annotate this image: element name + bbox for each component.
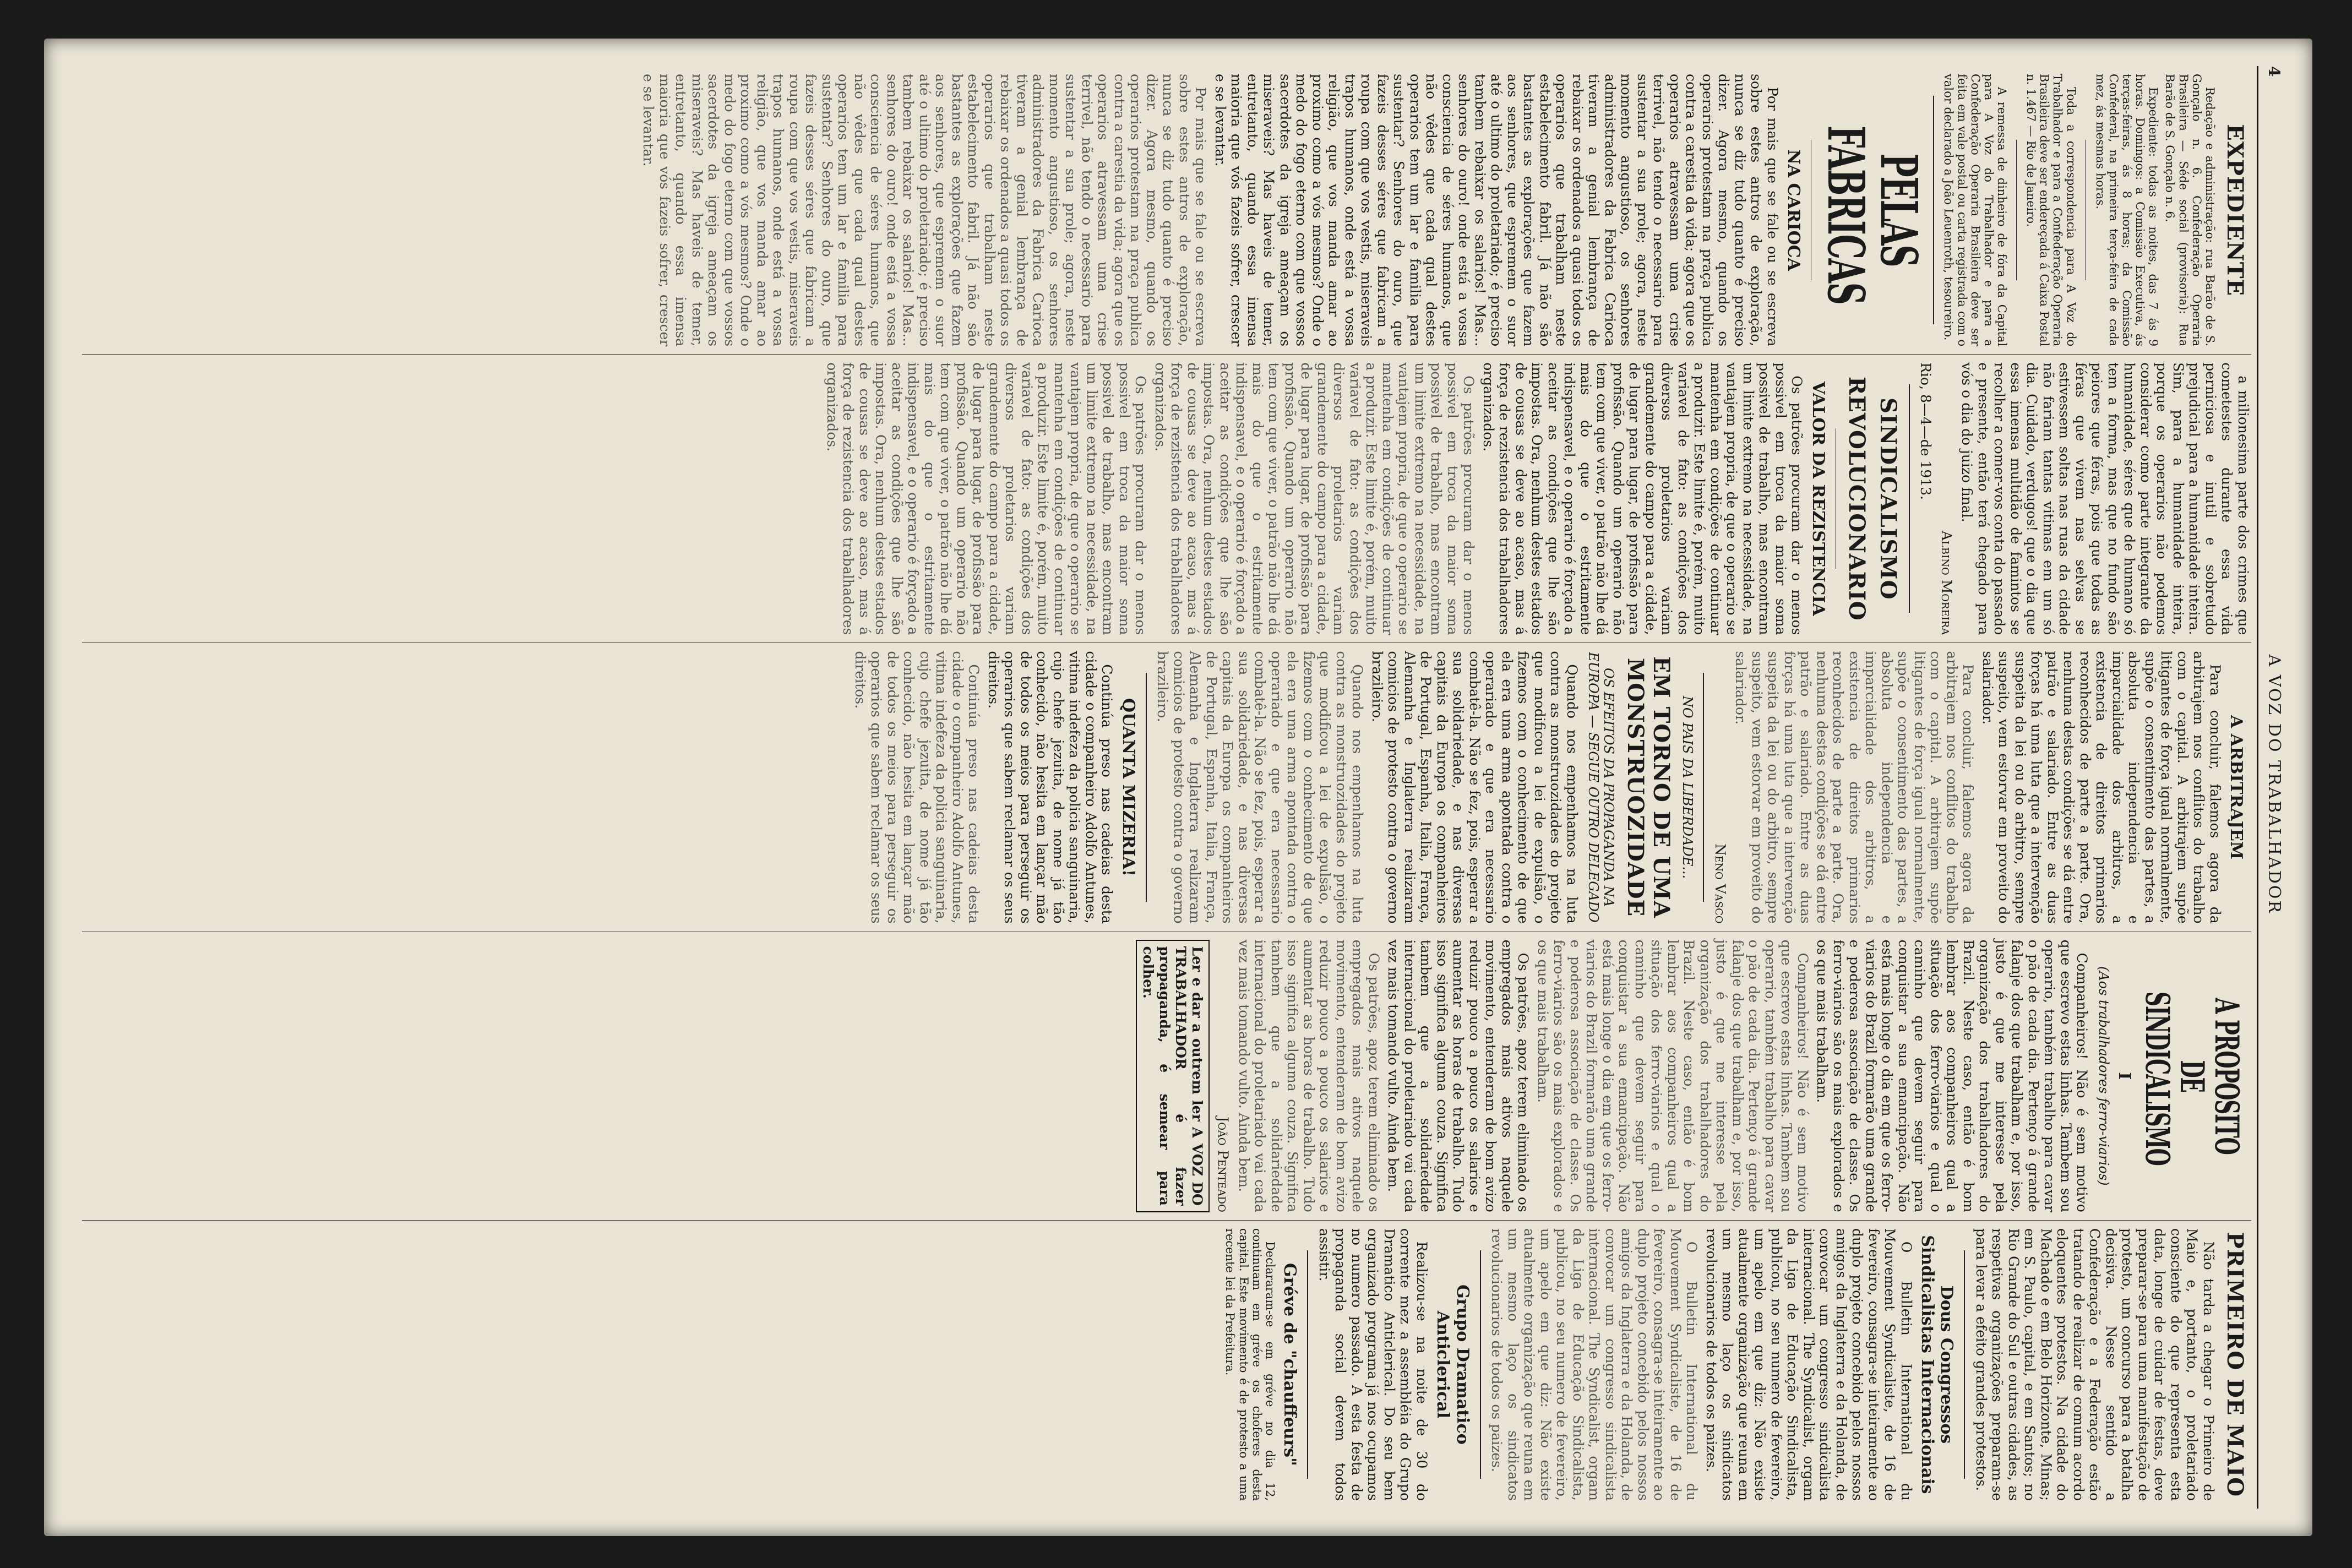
article-body: O Bulletin International du Mouvement Syndicaliste, de 16 de fevereiro, consagra-se inteiramente ao duplo projeto concebido pelos nossos amigos da Inglaterra e da Holanda, de convocar um congresso sindicalista internacional. The Syndicalist, orgam da Liga de Educação Sindicalista, publicou, no seu numero de fevereiro, um apelo em que diz: Não existe atualmente organização que reuna em um mesmo laço os sindicatos revolucionarios de todos os paizes. — [1703, 1228, 1914, 1501]
article-body-continued: Para concluir, falemos agora da arbitrajem nos conflitos do trabalho com o capital. A arbitrajem supõe litigantes de força igual normalmente, supõe o consentimento das partes, a absoluta independencia e imparcialidade dos arbitros, a existencia de direitos primarios reconhecidos de parte a parte. Ora, nenhuma destas condições se dá entre patrão e salariado. Entre as duas forças há uma luta que a intervenção suspeita da lei ou do arbitro, sempre suspeito, vem estorvar em proveito do salariador. — [1733, 651, 1977, 924]
article-subhead: OS EFEITOS DA PROPAGANDA NA EUROPA — SEGUE OUTRO DELEGADO — [1586, 652, 1617, 923]
divider — [1909, 384, 1910, 613]
section-title: A ARBITRAJEM — [2226, 715, 2246, 860]
section-title: QUANTA MIZERIA! — [1118, 698, 1138, 876]
article-body-continued: Quando nos empenhamos na luta contra as monstruozidades do projeto que modificou a lei de expulsão, o fizemos com o conhecimento de que ela era uma arma apontada contra o operariado e que era necessario combatê-la. Não se fez, pois, esperar a sua solidariedade, e nas diversas capitais da Europa os companheiros de Portugal, Espanha, Italia, França, Alemanha e Inglaterra realizaram comicios de protesto contra o governo brazileiro. — [1155, 651, 1366, 924]
divider — [1964, 1250, 1965, 1479]
expediente-title: EXPEDIENTE — [2222, 124, 2248, 296]
remittance-notice: A remessa de dinheiro de fóra da Capital para A Voz do Trabalhador e para a Confederação Operaria Brasileira deve ser feita em vale postal ou carta registrada com o valor declarado a João Leuenroth, tesoureiro. — [1942, 74, 2008, 347]
article-headline-primeiro-de-maio: PRIMEIRO DE MAIO — [2222, 1232, 2248, 1498]
correspondence-notice: Toda a correspondencia para A Voz do Trabalhador e para a Confederação Operaria Brasileira deve ser endereçada á Caixa Postal n. 1.467 — Rio de Janeiro. — [2024, 74, 2078, 347]
article-body-continued: Continúa preso nas cadeias desta cidade o companheiro Adolfo Antunes, vitima indefeza da policia sanguinaria, cujo chefe jezuita, de nome já tão conhecido, não hesita em lançar mão de todos os meios para perseguir os operarios que sabem reclamar os seus direitos. — [852, 651, 982, 924]
section-title: VALOR DA REZISTENCIA — [1808, 381, 1828, 616]
divider — [1307, 1250, 1308, 1479]
article-body-continued: Os patrões procuram dar o menos possivel em troca da maior soma possivel de trabalho, mas encontram um limite extremo na necessidade, na vantajem propria, de que o operario se mantenha em condições de continuar a produzir. Este limite é, porém, muito variavel de fato: as condições dos diversos proletarios variam grandemente do campo para a cidade, de lugar para lugar, de profissão para profissão. Quando um operario não tem com que viver, o patrão não lhe dá mais do que o estritamente indispensavel, e o operario é forçado a aceitar as condições que lhe são impostas. Ora, nenhum destes estados de cousas se deve ao acaso, mas á força de rezistencia dos trabalhadores organizados. — [824, 362, 1149, 635]
column-1 — [82, 66, 2251, 354]
article-body-continued: Companheiros! Não é sem motivo que escrevo estas linhas. Tambem sou operario, também trabalho para cavar o pão de cada dia. Pertenço á grande falanje dos que trabalham e, por isso, justo é que me interesse pela organização dos trabalhadores do Brazil. Neste caso, então é bom lembrar aos companheiros qual a situação dos ferro-viarios e qual o caminho que devem seguir para conquistar a sua emancipação. Não está mais longe o dia em que os ferro-viarios do Brazil formarão uma grande e poderosa associação de classe. Os ferro-viarios são os mais explorados e os que mais trabalham. — [1534, 939, 1811, 1212]
article-headline-fabricas: PELAS FABRICAS — [1816, 126, 1929, 304]
divider — [1703, 673, 1704, 901]
paper-title: A VOZ DO TRABALHADOR — [2264, 654, 2284, 914]
column-3 — [82, 643, 2251, 931]
signature: Albino Moreira — [1939, 530, 1954, 635]
article-headline-revolucionario: REVOLUCIONARIO — [1843, 377, 1870, 621]
article-headline-greve: Gréve de "chauffeurs" — [1280, 1263, 1300, 1466]
article-body-continued: Os patrões, apoz terem eliminado os empregados mais ativos naquele movimento, entenderam de bom avizo reduzir pouco a pouco os salarios e aumentar as horas de trabalho. Tudo isso significa alguma couza. Significa tambem que a solidariedade internacional do proletariado vai cada vez mais tomando vulto. Ainda bem. — [1235, 939, 1382, 1212]
article-headline-sindicalismo: SINDICALISMO — [1875, 398, 1901, 600]
newspaper-sheet — [55, 44, 2301, 1531]
divider — [1146, 673, 1147, 901]
article-body: Os patrões procuram dar o menos possivel em troca da maior soma possivel de trabalho, mas encontram um limite extremo na necessidade, na vantajem propria, de que o operario se mantenha em condições de continuar a produzir. Este limite é, porém, muito variavel de fato: as condições dos diversos proletarios variam grandemente do campo para a cidade, de lugar para lugar, de profissão para profissão. Quando um operario não tem com que viver, o patrão não lhe dá mais do que o estritamente indispensavel, e o operario é forçado a aceitar as condições que lhe são impostas. Ora, nenhum destes estados de cousas se deve ao acaso, mas á força de rezistencia dos trabalhadores organizados. — [1480, 362, 1805, 635]
article-subhead: NA CARIOCA — [1784, 149, 1804, 271]
divider — [1933, 96, 1934, 324]
expediente-hours: Expediente: todas as noites, das 7 ás 9 horas. Domingos: a Comissão Executiva, ás terças-feiras, ás 8 horas; da Comissão Confederal, na primeira terça-feira de cada mez, ás mesmas horas. — [2093, 74, 2160, 347]
article-body: Não tarda a chegar o Primeiro de Maio e, portanto, o proletariado consciente do que representa esta data, longe de cuidar de festas, deve preparar-se para uma manifestação de protesto, um concurso para a batalha decisiva. Nesse sentido a Confederação e a Federação estão tratando de realizar de comum acordo eloquentes protestos. Na cidade do Machado e em Belo Horizonte, Minas; em S. Paulo, capital, e em Santos; no Rio Grande do Sul e outras cidades, as respetivas organizações preparam-se para levar a efeito grandes protestos. — [1973, 1228, 2217, 1501]
column-5 — [82, 1220, 2251, 1509]
signature: Neno Vasco — [1712, 843, 1728, 924]
article-subhead: (Aos trabalhadores ferro-viarios) — [2095, 966, 2111, 1186]
banner: NO PAIS DA LIBERDADE... — [1680, 695, 1696, 879]
article-body: Companheiros! Não é sem motivo que escrevo estas linhas. Tambem sou operario, também trabalho para cavar o pão de cada dia. Pertenço á grande falanje dos que trabalham e, por isso, justo é que me interesse pela organização dos trabalhadores do Brazil. Neste caso, então é bom lembrar aos companheiros qual a situação dos ferro-viarios e qual o caminho que devem seguir para conquistar a sua emancipação. Não está mais longe o dia em que os ferro-viarios do Brazil formarão uma grande e poderosa associação de classe. Os ferro-viarios são os mais explorados e os que mais trabalham. — [1814, 939, 2090, 1212]
article-body: Para concluir, falemos agora da arbitrajem nos conflitos do trabalho com o capital. A arbitrajem supõe litigantes de força igual normalmente, supõe o consentimento das partes, a absoluta independencia e imparcialidade dos arbitros, a existencia de direitos primarios reconhecidos de parte a parte. Ora, nenhuma destas condições se dá entre patrão e salariado. Entre as duas forças há uma luta que a intervenção suspeita da lei ou do arbitro, sempre suspeito, vem estorvar em proveito do salariador. — [1979, 651, 2223, 924]
article-body-continued: O Bulletin International du Mouvement Syndicaliste, de 16 de fevereiro, consagra-se inteiramente ao duplo projeto concebido pelos nossos amigos da Inglaterra e da Holanda, de convocar um congresso sindicalista internacional. The Syndicalist, orgam da Liga de Educação Sindicalista, publicou, no seu numero de fevereiro, um apelo em que diz: Não existe atualmente organização que reuna em um mesmo laço os sindicatos revolucionarios de todos os paizes. — [1489, 1228, 1700, 1501]
article-continuation: a milionesima parte dos crimes que cometestes durante essa vida perniciosa e inutil e sobretudo prejudicial para a humanidade inteira. Sim, para a humanidade inteira, porque os operarios não podemos considerar como parte integrante da humanidade, séres que de humano só tem a forma, mas que no fundo são peiores que féras, pois que todas as féras que vivem nas selvas se estivessem soltas nas ruas da cidade não fariam tantas vitimas em um só dia. Cuidado, verdugos! que o dia que essa imensa multidão de famintos se recolher a comer-vos conta do passado e presente, então terá chegado para vós o dia do juizo final. — [1959, 362, 2251, 635]
article-body: Continúa preso nas cadeias desta cidade o companheiro Adolfo Antunes, vitima indefeza da policia sanguinaria, cujo chefe jezuita, de nome já tão conhecido, não hesita em lançar mão de todos os meios para perseguir os operarios que sabem reclamar os seus direitos. — [985, 651, 1115, 924]
column-4 — [82, 932, 2251, 1220]
columns — [82, 66, 2251, 1509]
scanned-newspaper-page — [44, 39, 2312, 1536]
article-numeral: I — [2115, 1072, 2134, 1080]
divider — [1480, 1250, 1481, 1479]
article-headline-grupo-dramatico: Grupo Dramatico Anticlerical — [1433, 1284, 1472, 1445]
article-body: Por mais que se fale ou se escreva sobre estes antros de exploração, nunca se diz tudo quanto é preciso dizer. Agora mesmo, quando os operarios protestam na praça publica contra a carestia da vida; agora que os operarios atravessam uma crise terrivel, não tendo o necessario para sustentar a sua prole; agora, neste momento angustioso, os senhores administradores da Fabrica Carioca tiveram a genial lembrança de rebaixar os ordenados a quasi todos os operarios que trabalham neste estabelecimento fabril. Já não são bastantes as explorações que fazem aos senhores, que espremem o suor até o ultimo do proletariado; é preciso tambem rebaixar os salarios! Mas... senhores do ouro! onde está a vossa consciencia de séres humanos, que não vêdes que cada qual destes operarios tem um lar e familia para sustentar? Senhores do ouro, que fazeis desses séres que fabricam a roupa com que vos vestis, miseraveis trapos humanos, onde está a vossa religião, que vos manda amar ao proximo como a vós mesmos? Onde o medo do fogo eterno com que vossos sacerdotes da igreja ameaçam os miseraveis? Mas haveis de temer, entretanto, quando essa imensa maioria que vós fazeis sofrer, crescer e se levantar. — [1212, 74, 1781, 347]
article-body: Quando nos empenhamos na luta contra as monstruozidades do projeto que modificou a lei de expulsão, o fizemos com o conhecimento de que ela era uma arma apontada contra o operariado e que era necessario combatê-la. Não se fez, pois, esperar a sua solidariedade, e nas diversas capitais da Europa os companheiros de Portugal, Espanha, Italia, França, Alemanha e Inglaterra realizaram comicios de protesto contra o governo brazileiro. — [1369, 651, 1580, 924]
propaganda-box: Ler e dar a outrem ler A VOZ DO TRABALHADOR é fazer propaganda, é semear para colher. — [1136, 940, 1210, 1212]
signature: João Penteado — [1215, 1117, 1232, 1212]
article-headline-monstruozidade: EM TORNO DE UMA MONSTRUOZIDADE — [1622, 656, 1674, 919]
article-headline-congressos: Dous Congressos Sindicalistas Internacionais — [1917, 1235, 1957, 1494]
page-number: 4 — [2264, 66, 2283, 77]
dateline: Rio, 8—4—de 1913. — [1918, 362, 1934, 500]
article-body: Declararam-se em gréve no dia 12, continuam em gréve os choferes desta capital. Este movimento é de protesto a uma recente lei da Prefeitura. — [1223, 1228, 1277, 1501]
article-headline-sindicalismo-proposito: A PROPOSITO DE SINDICALISMO — [2138, 991, 2246, 1166]
expediente-text: Redação e administração: rua Barão de S. Gonçalo n. 6. Confederação Operaria Brasileira — Séde social (provisoria): Rua Barão de S. Gonçalo n. 6. — [2163, 74, 2217, 347]
divider — [2016, 140, 2017, 280]
masthead — [2257, 66, 2286, 1509]
article-body: Os patrões, apoz terem eliminado os empregados mais ativos naquele movimento, entenderam de bom avizo reduzir pouco a pouco os salarios e aumentar as horas de trabalho. Tudo isso significa alguma couza. Significa tambem que a solidariedade internacional do proletariado vai cada vez mais tomando vulto. Ainda bem. — [1385, 939, 1532, 1212]
article-body-continued: Os patrões procuram dar o menos possivel em troca da maior soma possivel de trabalho, mas encontram um limite extremo na necessidade, na vantajem propria, de que o operario se mantenha em condições de continuar a produzir. Este limite é, porém, muito variavel de fato: as condições dos diversos proletarios variam grandemente do campo para a cidade, de lugar para lugar, de profissão para profissão. Quando um operario não tem com que viver, o patrão não lhe dá mais do que o estritamente indispensavel, e o operario é forçado a aceitar as condições que lhe são impostas. Ora, nenhum destes estados de cousas se deve ao acaso, mas á força de rezistencia dos trabalhadores organizados. — [1152, 362, 1477, 635]
article-body-continued: Por mais que se fale ou se escreva sobre estes antros de exploração, nunca se diz tudo quanto é preciso dizer. Agora mesmo, quando os operarios protestam na praça publica contra a carestia da vida; agora que os operarios atravessam uma crise terrivel, não tendo o necessario para sustentar a sua prole; agora, neste momento angustioso, os senhores administradores da Fabrica Carioca tiveram a genial lembrança de rebaixar os ordenados a quasi todos os operarios que trabalham neste estabelecimento fabril. Já não são bastantes as explorações que fazem aos senhores, que espremem o suor até o ultimo do proletariado; é preciso tambem rebaixar os salarios! Mas... senhores do ouro! onde está a vossa consciencia de séres humanos, que não vêdes que cada qual destes operarios tem um lar e familia para sustentar? Senhores do ouro, que fazeis desses séres que fabricam a roupa com que vos vestis, miseraveis trapos humanos, onde está a vossa religião, que vos manda amar ao proximo como a vós mesmos? Onde o medo do fogo eterno com que vossos sacerdotes da igreja ameaçam os miseraveis? Mas haveis de temer, entretanto, quando essa imensa maioria que vós fazeis sofrer, crescer e se levantar. — [640, 74, 1209, 347]
column-2 — [82, 354, 2251, 643]
article-body: Realizou-se na noite de 30 do corrente mez a assembléia do Grupo Dramatico Anticlerical. Do seu bem organizado programa já nos ocupamos no numero passado. A esta festa de propaganda social devem todos assistir. — [1316, 1228, 1430, 1501]
